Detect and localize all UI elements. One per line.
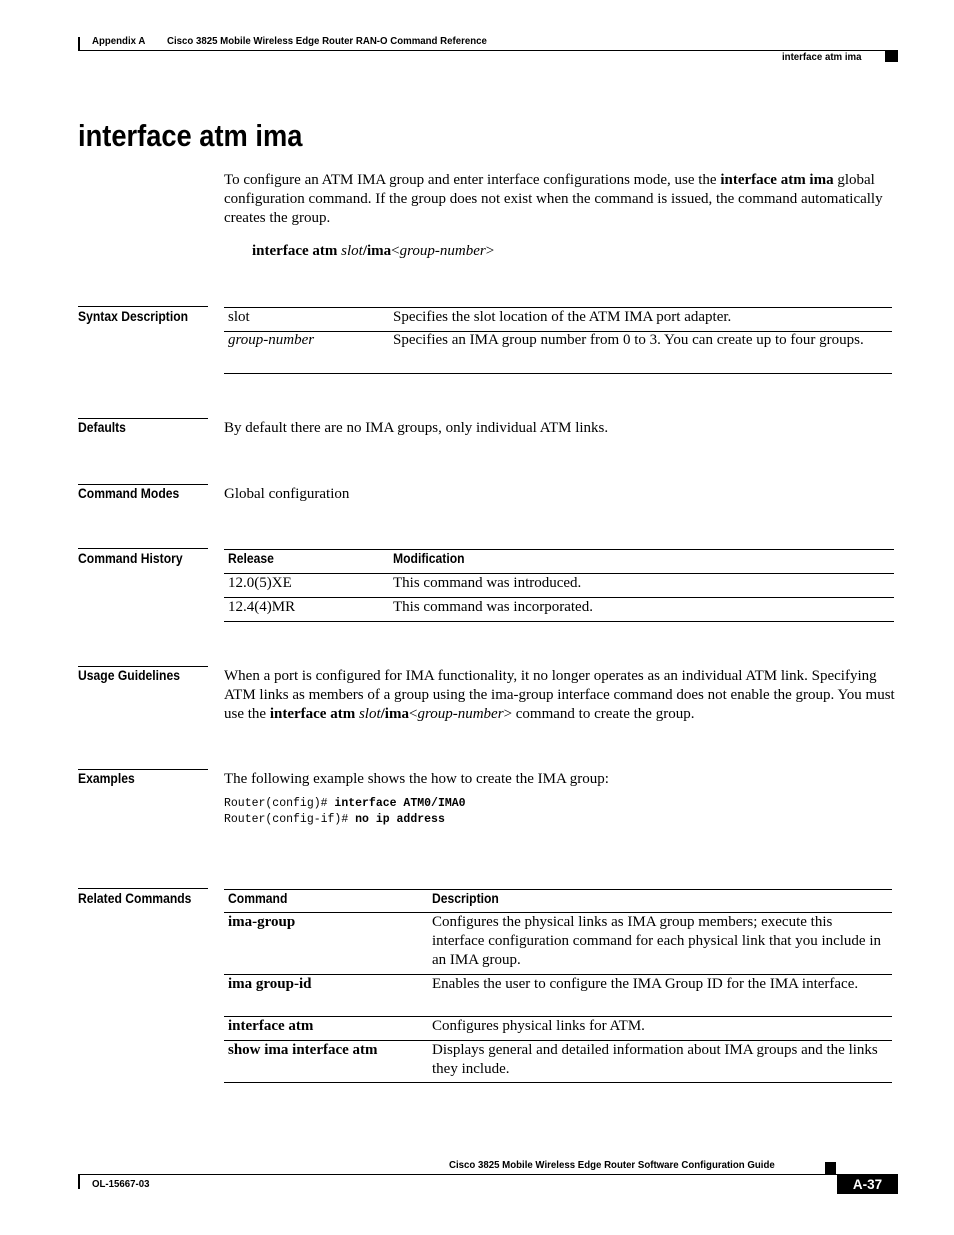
code-command: interface ATM0/IMA0 bbox=[334, 797, 466, 810]
related-description: Configures the physical links as IMA group members; execute this interface configuration command for each physical link that you include in an IMA group. bbox=[432, 914, 882, 968]
history-modification: This command was incorporated. bbox=[393, 599, 593, 615]
history-header-release: Release bbox=[228, 551, 274, 566]
syntax-desc: Specifies the slot location of the ATM IMA port adapter. bbox=[393, 309, 732, 325]
history-release: 12.0(5)XE bbox=[228, 575, 292, 591]
header-section: interface atm ima bbox=[782, 51, 862, 63]
syntax-cmd: interface atm bbox=[252, 243, 342, 259]
usage-paragraph bbox=[224, 667, 896, 724]
syntax-slot: slot bbox=[341, 243, 363, 259]
command-history-rule bbox=[78, 548, 208, 549]
history-header-modification: Modification bbox=[393, 551, 465, 566]
intro-paragraph bbox=[224, 171, 894, 228]
related-table-bottom bbox=[224, 1082, 892, 1083]
usage-text-1: When a port is configured for IMA functionality, it no longer operates as an individual ATM link. Specifying ATM links as members of a group using the ima-group interface command does not enable the group. You must use the bbox=[224, 668, 895, 722]
history-modification: This command was introduced. bbox=[393, 575, 582, 591]
header-rule bbox=[78, 50, 898, 51]
syntax-line bbox=[252, 242, 494, 261]
defaults-text: By default there are no IMA groups, only individual ATM links. bbox=[224, 420, 609, 436]
syntax-ima: ima bbox=[366, 243, 392, 259]
header-black-block bbox=[885, 50, 898, 62]
footer-doc-number: OL-15667-03 bbox=[92, 1178, 150, 1190]
related-command: interface atm bbox=[228, 1018, 314, 1034]
history-release: 12.4(4)MR bbox=[228, 599, 296, 615]
examples-rule bbox=[78, 769, 208, 770]
command-history-heading: Command History bbox=[78, 551, 183, 566]
code-prompt: Router(config)# bbox=[224, 797, 335, 810]
defaults-heading: Defaults bbox=[78, 420, 126, 435]
related-description: Enables the user to configure the IMA Group ID for the IMA interface. bbox=[432, 976, 859, 992]
syntax-slash: / bbox=[362, 243, 367, 259]
footer-guide-title: Cisco 3825 Mobile Wireless Edge Router Software Configuration Guide bbox=[449, 1159, 775, 1171]
related-table-top bbox=[224, 889, 892, 890]
syntax-description-heading: Syntax Description bbox=[78, 309, 189, 324]
page-number-box bbox=[837, 1175, 898, 1194]
usage-text-3: > command to create the group. bbox=[503, 706, 695, 722]
related-commands-rule bbox=[78, 888, 208, 889]
page-title: interface atm ima bbox=[78, 118, 303, 153]
usage-ima: /ima bbox=[380, 706, 409, 722]
history-table-top bbox=[224, 549, 894, 550]
footer-rule bbox=[78, 1174, 898, 1175]
command-modes-heading: Command Modes bbox=[78, 486, 180, 501]
related-commands-heading: Related Commands bbox=[78, 891, 192, 906]
header-left-bar bbox=[78, 37, 80, 51]
footer-small-block bbox=[825, 1162, 836, 1174]
syntax-group: group-number bbox=[399, 243, 486, 259]
syntax-gt: > bbox=[485, 243, 495, 259]
syntax-lt: < bbox=[391, 243, 400, 259]
history-table-bottom bbox=[224, 621, 894, 622]
usage-cmd: interface atm bbox=[269, 706, 359, 722]
header-appendix: Appendix A bbox=[92, 35, 146, 47]
defaults-rule bbox=[78, 418, 208, 419]
command-modes-rule bbox=[78, 484, 208, 485]
syntax-description-rule bbox=[78, 306, 208, 307]
syntax-param: group-number bbox=[228, 332, 315, 348]
related-description: Configures physical links for ATM. bbox=[432, 1018, 645, 1034]
intro-text-2: global configuration command. If the group does not exist when the command is issued, the command automatically creates the group. bbox=[224, 172, 883, 226]
related-header-description: Description bbox=[432, 891, 499, 906]
footer-left-bar bbox=[78, 1174, 80, 1189]
code-line-2 bbox=[224, 813, 445, 826]
related-description: Displays general and detailed information about IMA groups and the links they include. bbox=[432, 1042, 878, 1077]
intro-command: interface atm ima bbox=[720, 172, 834, 188]
related-command: show ima interface atm bbox=[228, 1042, 378, 1058]
usage-slot: slot bbox=[358, 706, 381, 722]
related-command: ima group-id bbox=[228, 976, 312, 992]
intro-text-1: To configure an ATM IMA group and enter interface configurations mode, use the bbox=[224, 172, 721, 188]
syntax-desc: Specifies an IMA group number from 0 to 3. You can create up to four groups. bbox=[393, 332, 864, 348]
related-command: ima-group bbox=[228, 914, 296, 930]
code-prompt: Router(config-if)# bbox=[224, 813, 356, 826]
usage-lt: < bbox=[408, 706, 418, 722]
code-line-1 bbox=[224, 797, 466, 810]
command-modes-text: Global configuration bbox=[224, 486, 350, 502]
examples-heading: Examples bbox=[78, 771, 135, 786]
header-book-title: Cisco 3825 Mobile Wireless Edge Router RAN-O Command Reference bbox=[167, 35, 487, 47]
page-number: A-37 bbox=[852, 1177, 883, 1192]
related-header-command: Command bbox=[228, 891, 288, 906]
usage-guidelines-rule bbox=[78, 666, 208, 667]
syntax-table-bottom bbox=[224, 373, 892, 374]
code-command: no ip address bbox=[355, 813, 445, 826]
usage-group: group-number bbox=[417, 706, 504, 722]
usage-guidelines-heading: Usage Guidelines bbox=[78, 668, 180, 683]
examples-text: The following example shows the how to create the IMA group: bbox=[224, 771, 609, 787]
syntax-param: slot bbox=[228, 309, 250, 325]
